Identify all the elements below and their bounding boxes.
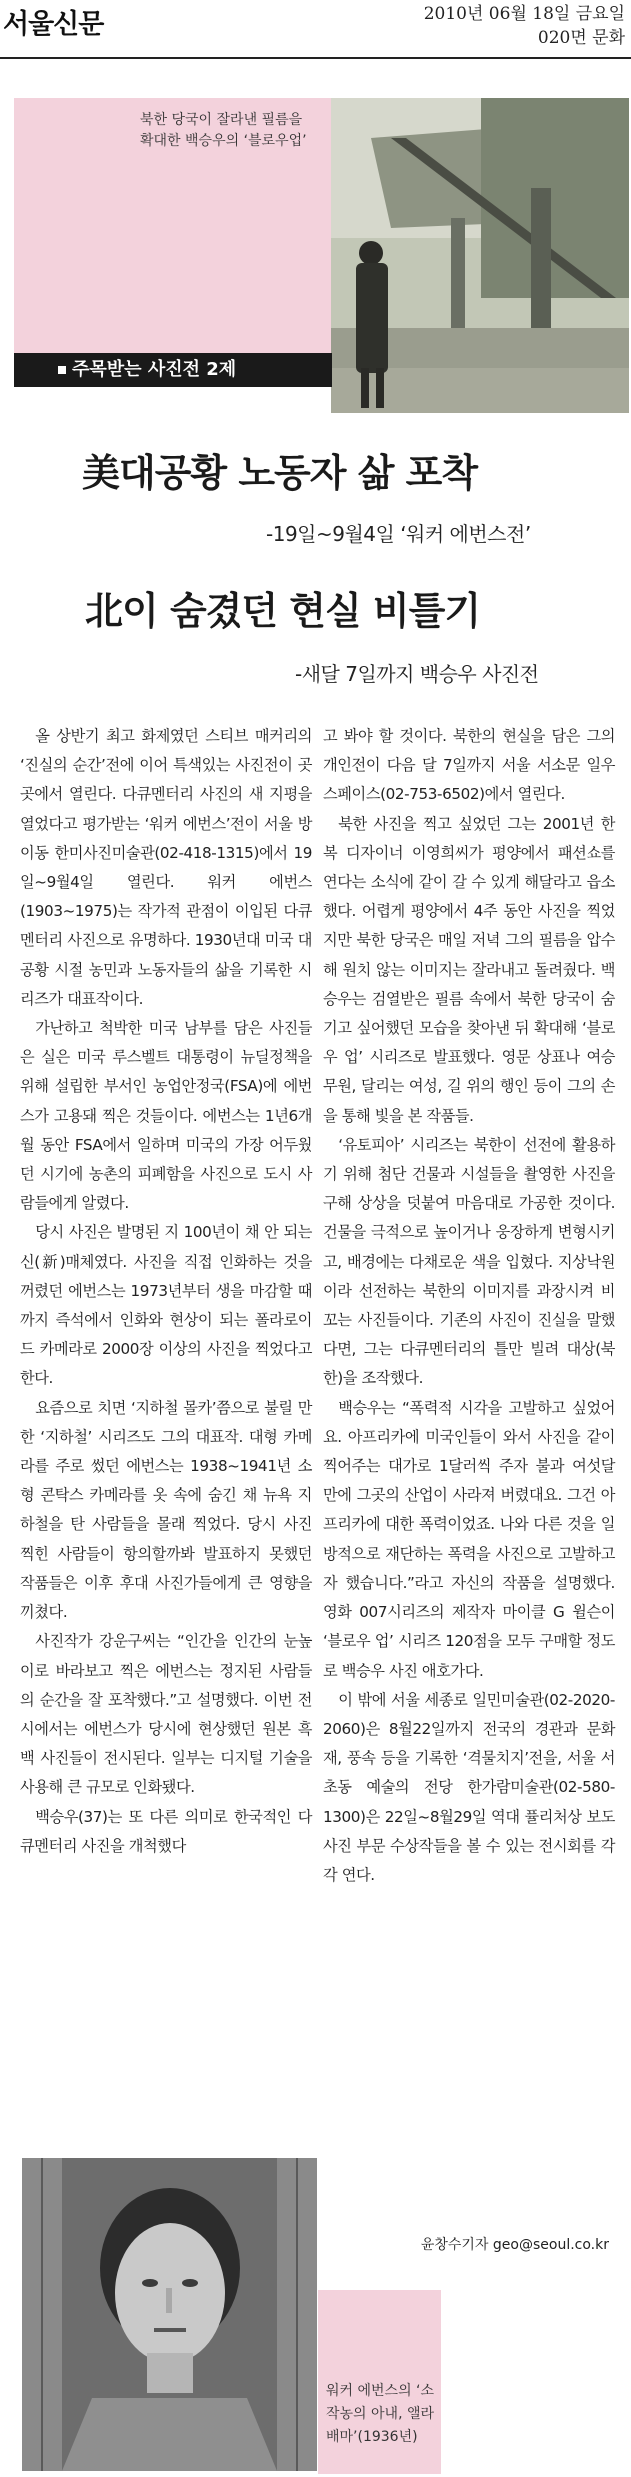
article-paragraph: 북한 사진을 찍고 싶었던 그는 2001년 한복 디자이너 이영희씨가 평양에서 패션쇼를 연다는 소식에 같이 갈 수 있게 해달라고 읍소했다. 어렵게 평양에서 4주 동안 사진을 찍었지만 북한 당국은 매일 저녁 그의 필름을 압수해 원치 않는 이미지는 잘라내고 돌려줬다. 백승우는 검열받은 필름 속에서 북한 당국이 숨기고 싶어했던 모습을 찾아낸 뒤 확대해 ‘블로우 업’ 시리즈로 발표했다. 영문 상표나 여승무원, 달리는 여성, 길 위의 행인 등이 그의 손을 통해 빛을 본 작품들.: [323, 814, 615, 1125]
article-paragraph: 사진작가 강운구씨는 “인간을 인간의 눈높이로 바라보고 찍은 에번스는 정지된 사람들의 순간을 잘 포착했다.”고 설명했다. 이번 전시에서는 에번스가 당시에 현상했던 원본 흑백 사진들이 전시된다. 일부는 디지털 기술을 사용해 큰 규모로 인화됐다.: [20, 1632, 312, 1797]
article-paragraph: 이 밖에 서울 세종로 일민미술관(02-2020-2060)은 8월22일까지 전국의 경관과 문화재, 풍속 등을 기록한 ‘격물치지’전을, 서울 서초동 예술의 전당 한가람미술관(02-580-1300)은 22일~8월29일 역대 퓰리처상 보도사진 부문 수상작들을 볼 수 있는 전시회를 각각 연다.: [323, 1690, 615, 1884]
square-bullet-icon: [58, 366, 66, 374]
article-column-right: [323, 722, 615, 1890]
exhibit-banner-label: 주목받는 사진전 2제: [72, 359, 237, 380]
north-korea-street-photo-icon: [331, 98, 629, 413]
header-rule: [0, 57, 631, 59]
bottom-photo: [22, 2158, 317, 2471]
masthead: 서울신문: [3, 9, 104, 40]
portrait-woman-photo-icon: [22, 2158, 317, 2471]
dateline: [424, 2, 625, 50]
article-paragraph: 백승우는 “폭력적 시각을 고발하고 싶었어요. 아프리카에 미국인들이 와서 사진을 같이 찍어주는 대가로 1달러씩 주자 불과 여섯달 만에 그곳의 산업이 사라져 버렸대요. 그건 아프리카에 대한 폭력이었죠. 나와 다른 것을 일방적으로 재단하는 폭력을 사진으로 고발하고자 했습니다.”라고 자신의 작품을 설명했다. 영화 007시리즈의 제작자 마이클 G 윌슨이 ‘블로우 업’ 시리즈 120점을 모두 구매할 정도로 백승우 사진 애호가다.: [323, 1398, 615, 1680]
bottom-photo-caption: 워커 에번스의 ‘소작농의 아내, 앨라배마’(1936년): [326, 2383, 435, 2445]
byline: 윤창수기자 geo@seoul.co.kr: [420, 2237, 609, 2253]
top-photo-caption: 북한 당국이 잘라낸 필름을 확대한 백승우의 ‘블로우업’: [140, 112, 307, 149]
issue-date: 2010년 06월 18일 금요일: [423, 4, 625, 24]
article-paragraph: ‘유토피아’ 시리즈는 북한이 선전에 활용하기 위해 첨단 건물과 시설들을 촬영한 사진을 구해 상상을 덧붙여 마음대로 가공한 것이다. 건물을 극적으로 높이거나 웅장하게 변형시키고, 배경에는 다채로운 색을 입혔다. 지상낙원이라 선전하는 북한의 이미지를 과장시켜 비꼬는 사진들이다. 기존의 사진이 진실을 말했다면, 그는 다큐멘터리의 틀만 빌려 대상(북한)을 조작했다.: [323, 1135, 615, 1388]
article-column-left: [20, 722, 312, 1861]
article-paragraph: 가난하고 척박한 미국 남부를 담은 사진들은 실은 미국 루스벨트 대통령이 뉴딜정책을 위해 설립한 부서인 농업안정국(FSA)에 에번스가 고용돼 찍은 것들이다. 에번스는 1년6개월 동안 FSA에서 일하며 미국의 가장 어두웠던 시기에 농촌의 피폐함을 사진으로 도시 사람들에게 알렸다.: [20, 1019, 312, 1213]
headline-baek-seung-woo: 北이 숨겼던 현실 비틀기: [85, 589, 481, 633]
article-paragraph: 요즘으로 치면 ‘지하철 몰카’쯤으로 불릴 만한 ‘지하철’ 시리즈도 그의 대표작. 대형 카메라를 주로 썼던 에번스는 1938~1941년 소형 콘탁스 카메라를 옷 속에 숨긴 채 뉴욕 지하철을 탄 사람들을 몰래 찍었다. 당시 사진 찍힌 사람들이 항의할까봐 발표하지 못했던 작품들은 이후 후대 사진가들에게 큰 영향을 끼쳤다.: [20, 1398, 312, 1622]
article-paragraph: 고 봐야 할 것이다. 북한의 현실을 담은 그의 개인전이 다음 달 7일까지 서울 서소문 일우스페이스(02-753-6502)에서 열린다.: [323, 727, 615, 804]
article-paragraph: 당시 사진은 발명된 지 100년이 채 안 되는 신(新)매체였다. 사진을 직접 인화하는 것을 꺼렸던 에번스는 1973년부터 생을 마감할 때까지 즉석에서 인화와 현상이 되는 폴라로이드 카메라로 2000장 이상의 사진을 찍었다고 한다.: [20, 1223, 312, 1388]
article-paragraph: 올 상반기 최고 화제였던 스티브 매커리의 ‘진실의 순간’전에 이어 특색있는 사진전이 곳곳에서 열린다. 다큐멘터리 사진의 새 지평을 열었다고 평가받는 ‘워커 에번스’전이 서울 방이동 한미사진미술관(02-418-1315)에서 19일~9월4일 열린다. 워커 에번스(1903~1975)는 작가적 관점이 이입된 다큐멘터리 사진으로 유명하다. 1930년대 미국 대공황 시절 농민과 노동자들의 삶을 기록한 시리즈가 대표작이다.: [20, 727, 312, 1008]
subheadline-walker-evans: -19일~9월4일 ‘워커 에번스전’: [266, 522, 531, 546]
headline-walker-evans: 美대공황 노동자 삶 포착: [82, 451, 478, 495]
subheadline-baek-seung-woo: -새달 7일까지 백승우 사진전: [295, 662, 539, 686]
top-photo: [331, 98, 629, 413]
exhibit-banner: [14, 353, 332, 387]
page-section: 020면 문화: [537, 28, 625, 48]
article-paragraph: 백승우(37)는 또 다른 의미로 한국적인 다큐멘터리 사진을 개척했다: [20, 1807, 312, 1855]
